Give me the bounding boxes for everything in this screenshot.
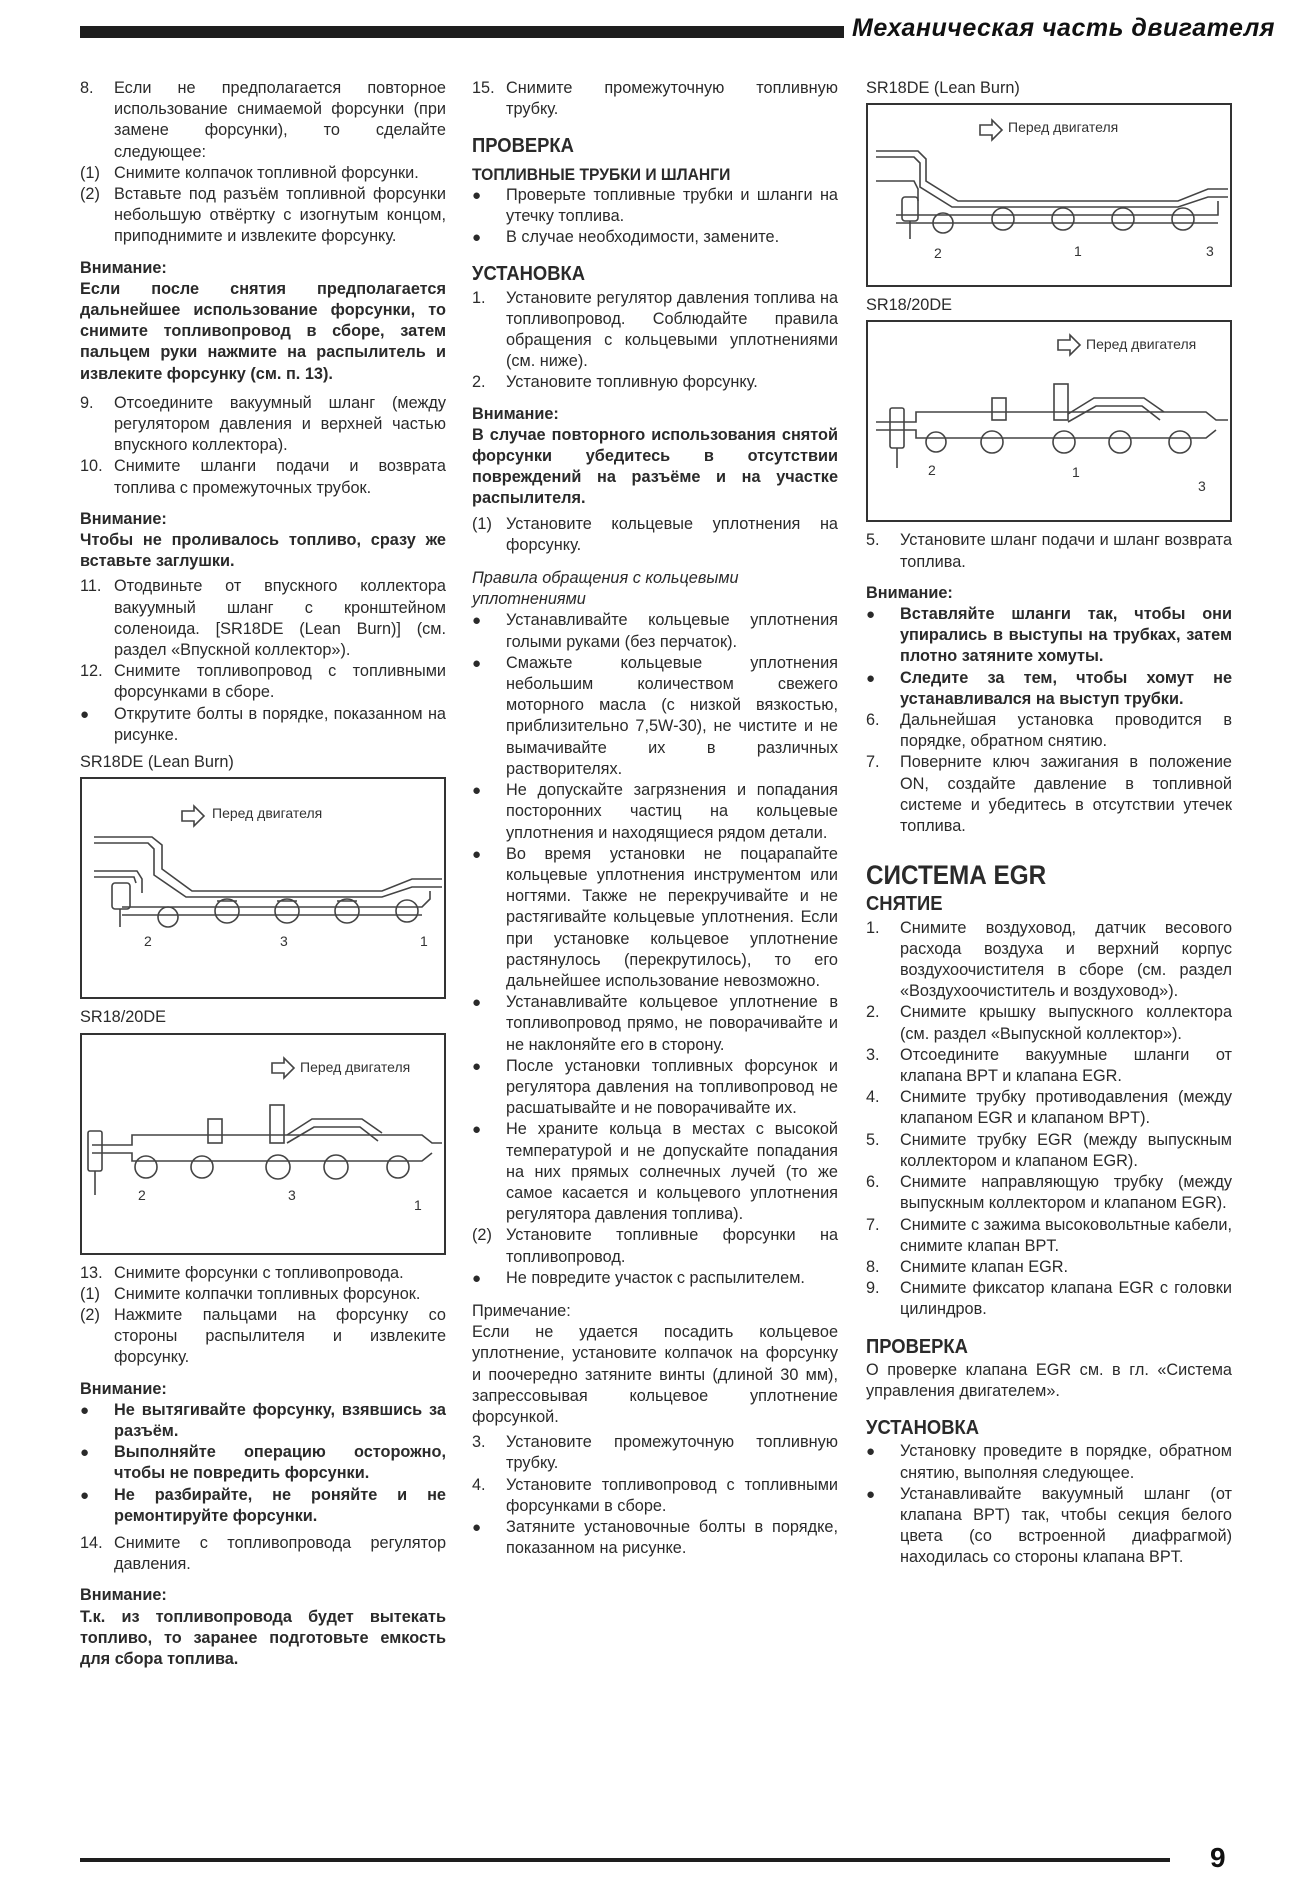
- bullet-item: [472, 653, 838, 780]
- steps-5: [866, 530, 1232, 572]
- item-text: Нажмите пальцами на форсунку со стороны распылителя и извлеките форсунку.: [114, 1305, 446, 1367]
- item-text: Отодвиньте от впускного коллектора вакуумный шланг с кронштейном соленоида. [SR18DE (Lean Burn)] (см. раздел «Впускной коллектор»).: [114, 577, 446, 660]
- warning-4: [80, 1585, 446, 1670]
- list-item: [80, 1284, 446, 1305]
- warning-heading: Внимание:: [866, 583, 953, 602]
- bullet-icon: ●: [866, 606, 876, 624]
- item-marker: (1): [80, 163, 100, 182]
- fuel-rail-figure-sr18-20-install: [866, 320, 1232, 522]
- bullet-icon: ●: [472, 845, 482, 863]
- section-heading-install: УСТАНОВКА: [866, 1417, 980, 1440]
- check-text: О проверке клапана EGR см. в гл. «Система управления двигателем».: [866, 1360, 1232, 1400]
- item-text: Установите промежуточную топливную трубку.: [506, 1433, 838, 1473]
- item-text: Открутите болты в порядке, показанном на рисунке.: [114, 704, 446, 744]
- bolt-number: 1: [1072, 464, 1080, 481]
- item-marker: (1): [472, 514, 492, 533]
- list-item: [80, 661, 446, 703]
- section-heading-check: ПРОВЕРКА: [472, 135, 574, 158]
- item-text: Устанавливайте вакуумный шланг (от клапана BPT) так, чтобы секция белого цвета (со встроенной диафрагмой) находилась со стороны клапана BPT.: [900, 1484, 1232, 1567]
- item-text: Не повредите участок с распылителем.: [506, 1268, 805, 1287]
- item-text: В случае необходимости, замените.: [506, 228, 780, 247]
- list-item: [80, 1263, 446, 1284]
- bullet-icon: ●: [472, 229, 482, 247]
- item-text: Снимите фиксатор клапана EGR с головки цилиндров.: [900, 1279, 1232, 1319]
- bullet-item: [472, 227, 838, 248]
- direction-label: Перед двигателя: [212, 805, 323, 822]
- list-item: [472, 1432, 838, 1474]
- bullet-icon: ●: [472, 612, 482, 630]
- item-text: Устанавливайте кольцевые уплотнения голыми руками (без перчаток).: [506, 611, 838, 651]
- bullet-item: [866, 604, 1232, 668]
- item-marker: 1.: [866, 918, 880, 937]
- item-text: Снимите колпачки топливных форсунок.: [114, 1284, 421, 1303]
- list-item: [80, 393, 446, 457]
- list-item: [866, 1172, 1232, 1214]
- item-text: Установку проведите в порядке, обратном снятию, выполняя следующее.: [900, 1442, 1232, 1482]
- subsection-heading-pipes: ТОПЛИВНЫЕ ТРУБКИ И ШЛАНГИ: [472, 164, 731, 184]
- list-item: [80, 1533, 446, 1575]
- item-text: Снимите промежуточную топливную трубку.: [506, 79, 838, 119]
- item-text: Если не предполагается повторное использование снимаемой форсунки (при замене форсунки), то сделайте следующее:: [114, 79, 446, 161]
- list-item: [80, 704, 446, 746]
- item-text: Установите топливную форсунку.: [506, 373, 758, 392]
- column-3: [866, 78, 1232, 1569]
- fuel-rail-figure-sr18-20: [80, 1033, 446, 1255]
- item-text: Снимите форсунки с топливопровода.: [114, 1263, 404, 1282]
- list-item: [866, 1087, 1232, 1129]
- item-marker: 2.: [866, 1003, 880, 1022]
- item-text: Снимите колпачок топливной форсунки.: [114, 163, 419, 182]
- item-text: Установите топливные форсунки на топливопровод.: [506, 1226, 838, 1266]
- header-bar: [80, 26, 844, 38]
- steps-8: [80, 78, 446, 248]
- item-marker: 5.: [866, 531, 880, 550]
- figure-caption: SR18/20DE: [80, 1008, 166, 1027]
- item-marker: (2): [80, 1305, 100, 1324]
- warning: [472, 404, 838, 510]
- list-item: [80, 163, 446, 184]
- item-marker: (2): [80, 185, 100, 204]
- list-item: [80, 1305, 446, 1369]
- item-marker: ●: [472, 1269, 482, 1287]
- bullet-item: [472, 844, 838, 992]
- figure-caption: SR18/20DE: [866, 296, 952, 315]
- page-number: 9: [1210, 1842, 1226, 1873]
- list-item: [866, 710, 1232, 752]
- list-item: [80, 78, 446, 163]
- warning-1: [80, 258, 446, 385]
- warning-bullets: [866, 604, 1232, 710]
- item-text: Проверьте топливные трубки и шланги на утечку топлива.: [506, 185, 838, 226]
- item-marker: 6.: [866, 1173, 880, 1192]
- bolt-number: 1: [414, 1196, 422, 1213]
- item-text: Выполняйте операцию осторожно, чтобы не повредить форсунки.: [114, 1443, 446, 1483]
- warning-2: [80, 509, 446, 573]
- list-item: [472, 1225, 838, 1267]
- item-marker: 4.: [866, 1088, 880, 1107]
- list-item: [472, 288, 838, 373]
- list-item: [866, 752, 1232, 837]
- item-text: Снимите клапан EGR.: [900, 1257, 1069, 1276]
- rules-bullets: [472, 610, 838, 1225]
- item-marker: (1): [80, 1284, 100, 1303]
- install-steps: [472, 288, 838, 394]
- bolt-number: 1: [420, 933, 428, 950]
- direction-label: Перед двигателя: [300, 1058, 411, 1075]
- figure-caption: SR18DE (Lean Burn): [80, 753, 234, 772]
- list-item: [80, 576, 446, 661]
- item-marker: 8.: [866, 1257, 880, 1276]
- list-item: [866, 1130, 1232, 1172]
- item-text: Дальнейшая установка проводится в порядке, обратном снятию.: [900, 711, 1232, 751]
- item-text: Поверните ключ зажигания в положение ON, создайте давление в топливной системе и убедитесь в отсутствии утечек топлива.: [900, 753, 1232, 836]
- section-heading-removal: СНЯТИЕ: [866, 893, 943, 916]
- install-bullets: [866, 1441, 1232, 1568]
- steps-15: [472, 78, 838, 120]
- item-marker: 7.: [866, 1215, 880, 1234]
- list-item: [866, 530, 1232, 572]
- section-heading-egr: СИСТЕМА EGR: [866, 860, 1047, 891]
- item-marker: 11.: [80, 577, 102, 596]
- item-marker: 14.: [80, 1533, 103, 1552]
- figure-caption: SR18DE (Lean Burn): [866, 79, 1020, 97]
- list-item: [472, 514, 838, 556]
- warning-heading: Внимание:: [80, 1379, 167, 1398]
- warning-text: Если после снятия предполагается дальнейшее использование форсунки, то снимите топливопровод в сборе, затем пальцем руки нажмите на распылитель и извлеките форсунку (см. п. 13).: [80, 279, 446, 383]
- item-text: Снимите шланги подачи и возврата топлива с промежуточных трубок.: [114, 457, 446, 497]
- list-item: [866, 1002, 1232, 1044]
- item-text: Снимите направляющую трубку (между выпускным коллектором и клапаном EGR).: [900, 1173, 1232, 1213]
- item-text: Снимите трубку EGR (между выпускным коллектором и клапаном EGR).: [900, 1130, 1232, 1170]
- warning-heading: Внимание:: [80, 258, 167, 277]
- item-text: Не вытягивайте форсунку, взявшись за разъём.: [114, 1400, 446, 1440]
- footer-rule: [80, 1858, 1170, 1862]
- item-text: Установите шланг подачи и шланг возврата топлива.: [900, 531, 1232, 571]
- bullet-item: [472, 185, 838, 227]
- item-marker: 13.: [80, 1263, 103, 1282]
- item-text: Установите регулятор давления топлива на топливопровод. Соблюдайте правила обращения с кольцевыми уплотнениями (см. ниже).: [506, 288, 838, 371]
- steps-o-ring: [472, 514, 838, 556]
- item-marker: 8.: [80, 79, 94, 97]
- bullet-icon: ●: [80, 1486, 90, 1504]
- bullet-item: [472, 1056, 838, 1120]
- steps-9-10: [80, 393, 446, 499]
- bullet-icon: ●: [472, 1121, 482, 1139]
- note: [472, 1301, 838, 1428]
- item-marker: 4.: [472, 1475, 486, 1494]
- warning-heading: Внимание:: [80, 509, 167, 528]
- note-text: Если не удается посадить кольцевое уплотнение, установите колпачок на форсунку и поочередно затяните винты (длиной 30 мм), запрессовывая кольцевое уплотнение форсункой.: [472, 1323, 838, 1426]
- warning-text: Т.к. из топливопровода будет вытекать топливо, то заранее подготовьте емкость для сбора топлива.: [80, 1607, 446, 1668]
- bullet-icon: ●: [80, 1401, 90, 1419]
- item-text: После установки топливных форсунок и регулятора давления на топливопровод не расшатывайте и не поворачивайте их.: [506, 1056, 838, 1118]
- section-heading-check: ПРОВЕРКА: [866, 1335, 968, 1358]
- item-marker: 3.: [472, 1433, 486, 1452]
- item-text: Не допускайте загрязнения и попадания посторонних частиц на кольцевые уплотнения и находящиеся рядом детали.: [506, 781, 838, 842]
- item-marker: ●: [472, 1519, 482, 1536]
- item-text: Смажьте кольцевые уплотнения небольшим количеством свежего моторного масла (с низкой вязкостью, приблизительно 7,5W-30), не чистите и не вымачивайте их в различных растворителях.: [506, 653, 838, 778]
- item-marker: (2): [472, 1226, 492, 1245]
- steps-install-injectors: [472, 1225, 838, 1289]
- list-item: [866, 918, 1232, 1003]
- item-text: Снимите воздуховод, датчик весового расхода воздуха и верхний корпус воздухоочистителя в сборе (см. раздел «Воздухоочиститель и воздуховод»).: [900, 918, 1232, 1001]
- item-marker: 1.: [472, 288, 486, 307]
- item-text: Отсоедините вакуумный шланг (между регулятором давления и верхней частью впускного коллектора).: [114, 393, 446, 455]
- warning-heading: Внимание:: [80, 1586, 167, 1605]
- warning-heading: Внимание:: [472, 404, 559, 423]
- bolt-number: 1: [1074, 243, 1082, 260]
- fuel-rail-figure-lean-burn: [80, 777, 446, 999]
- section-heading-install: УСТАНОВКА: [472, 263, 586, 286]
- bullet-icon: ●: [866, 669, 876, 687]
- item-text: Снимите крышку выпускного коллектора (см. раздел «Выпускной коллектор»).: [900, 1003, 1232, 1043]
- item-marker: 9.: [866, 1279, 880, 1298]
- warning-text: В случае повторного использования снятой форсунки убедитесь в отсутствии повреждений на разъёме и на участке распылителя.: [472, 425, 838, 508]
- item-text: Вставляйте шланги так, чтобы они упирались в выступы на трубках, затем плотно затяните хомуты.: [900, 605, 1232, 666]
- bullet-icon: ●: [866, 1485, 876, 1503]
- item-text: Затяните установочные болты в порядке, показанном на рисунке.: [506, 1518, 838, 1558]
- direction-label: Перед двигателя: [1008, 119, 1119, 136]
- bullet-icon: ●: [472, 654, 482, 672]
- list-item: [472, 372, 838, 393]
- item-marker: 12.: [80, 662, 103, 681]
- check-bullets: [472, 185, 838, 249]
- item-marker: 10.: [80, 457, 103, 476]
- warning-bullets: [80, 1400, 446, 1527]
- list-item: [866, 1045, 1232, 1087]
- bullet-item: [472, 1119, 838, 1225]
- bolt-number: 2: [138, 1186, 146, 1203]
- fuel-rail-figure-lean-burn-install: [866, 103, 1232, 287]
- bullet-icon: ●: [866, 1443, 876, 1461]
- item-text: Во время установки не поцарапайте кольцевые уплотнения инструментом или ногтями. Также не перекручивайте и не растягивайте кольцевые уплотнения. Если при установке кольцевое уплотнение растянулось (перекрутилось), то его дальнейшее использование невозможно.: [506, 844, 838, 990]
- column-1: [80, 78, 446, 1670]
- bullet-item: [866, 1441, 1232, 1483]
- list-item: [472, 1268, 838, 1289]
- list-item: [866, 1257, 1232, 1278]
- item-marker: 7.: [866, 753, 880, 772]
- item-text: Снимите топливопровод с топливными форсунками в сборе.: [114, 662, 446, 702]
- item-marker: 5.: [866, 1130, 880, 1149]
- item-text: Снимите с зажима высоковольтные кабели, снимите клапан BPT.: [900, 1215, 1232, 1255]
- warning: [866, 583, 1232, 710]
- list-item: [80, 456, 446, 498]
- column-2: [472, 78, 838, 1559]
- item-marker: 6.: [866, 711, 880, 730]
- steps-14: [80, 1533, 446, 1575]
- bullet-icon: ●: [472, 186, 482, 204]
- bolt-number: 3: [280, 933, 288, 950]
- bullet-icon: ●: [472, 782, 482, 800]
- item-text: Снимите трубку противодавления (между клапаном EGR и клапаном BPT).: [900, 1088, 1232, 1128]
- bolt-number: 2: [928, 462, 936, 479]
- bullet-item: [472, 610, 838, 652]
- item-text: Установите топливопровод с топливными форсунками в сборе.: [506, 1475, 838, 1515]
- item-marker: 9.: [80, 393, 94, 412]
- direction-label: Перед двигателя: [1086, 336, 1197, 353]
- removal-steps: [866, 918, 1232, 1321]
- bullet-item: [80, 1442, 446, 1484]
- bullet-item: [472, 992, 838, 1056]
- item-text: Устанавливайте кольцевое уплотнение в топливопровод прямо, не поворачивайте и не наклоняйте его в сторону.: [506, 993, 838, 1054]
- bolt-number: 3: [1198, 478, 1206, 495]
- warning-text: Чтобы не проливалось топливо, сразу же вставьте заглушки.: [80, 531, 446, 571]
- bullet-icon: ●: [472, 1057, 482, 1075]
- item-text: Снимите с топливопровода регулятор давления.: [114, 1533, 446, 1574]
- item-text: Не разбирайте, не роняйте и не ремонтируйте форсунки.: [114, 1485, 446, 1525]
- steps-6-7: [866, 710, 1232, 837]
- bullet-item: [80, 1400, 446, 1442]
- bullet-item: [866, 668, 1232, 710]
- bullet-icon: ●: [80, 1444, 90, 1462]
- list-item: [866, 1215, 1232, 1257]
- steps-11-12: [80, 576, 446, 746]
- bullet-item: [866, 1484, 1232, 1569]
- list-item: [80, 184, 446, 248]
- item-text: Следите за тем, чтобы хомут не устанавливался на выступ трубки.: [900, 668, 1232, 708]
- item-marker: ●: [80, 705, 90, 723]
- item-text: Отсоедините вакуумные шланги от клапана BPT и клапана EGR.: [900, 1045, 1232, 1086]
- rules-title: Правила обращения с кольцевыми уплотнениями: [472, 569, 739, 609]
- steps-3-4: [472, 1432, 838, 1559]
- list-item: [866, 1278, 1232, 1320]
- item-text: Не храните кольца в местах с высокой температурой и не допускайте попадания на них прямых солнечных лучей (то же самое касается и кольцевого уплотнения регулятора давления топлива).: [506, 1120, 838, 1224]
- item-marker: 3.: [866, 1045, 880, 1064]
- bullet-item: [80, 1485, 446, 1527]
- bullet-item: [472, 780, 838, 844]
- bolt-number: 3: [288, 1186, 296, 1203]
- list-item: [472, 78, 838, 120]
- bolt-number: 2: [144, 933, 152, 950]
- warning-3: [80, 1379, 446, 1527]
- bullet-icon: ●: [472, 994, 482, 1012]
- steps-13: [80, 1263, 446, 1369]
- list-item: [472, 1517, 838, 1559]
- bolt-number: 3: [1206, 243, 1214, 260]
- item-marker: 2.: [472, 373, 486, 392]
- note-heading: Примечание:: [472, 1301, 571, 1320]
- bolt-number: 2: [934, 245, 942, 262]
- item-text: Установите кольцевые уплотнения на форсунку.: [506, 514, 838, 554]
- list-item: [472, 1475, 838, 1517]
- page-header-title: Механическая часть двигателя: [852, 14, 1276, 42]
- item-text: Вставьте под разъём топливной форсунки небольшую отвёртку с изогнутым концом, приподнимите и извлеките форсунку.: [114, 185, 446, 246]
- item-marker: 15.: [472, 79, 495, 97]
